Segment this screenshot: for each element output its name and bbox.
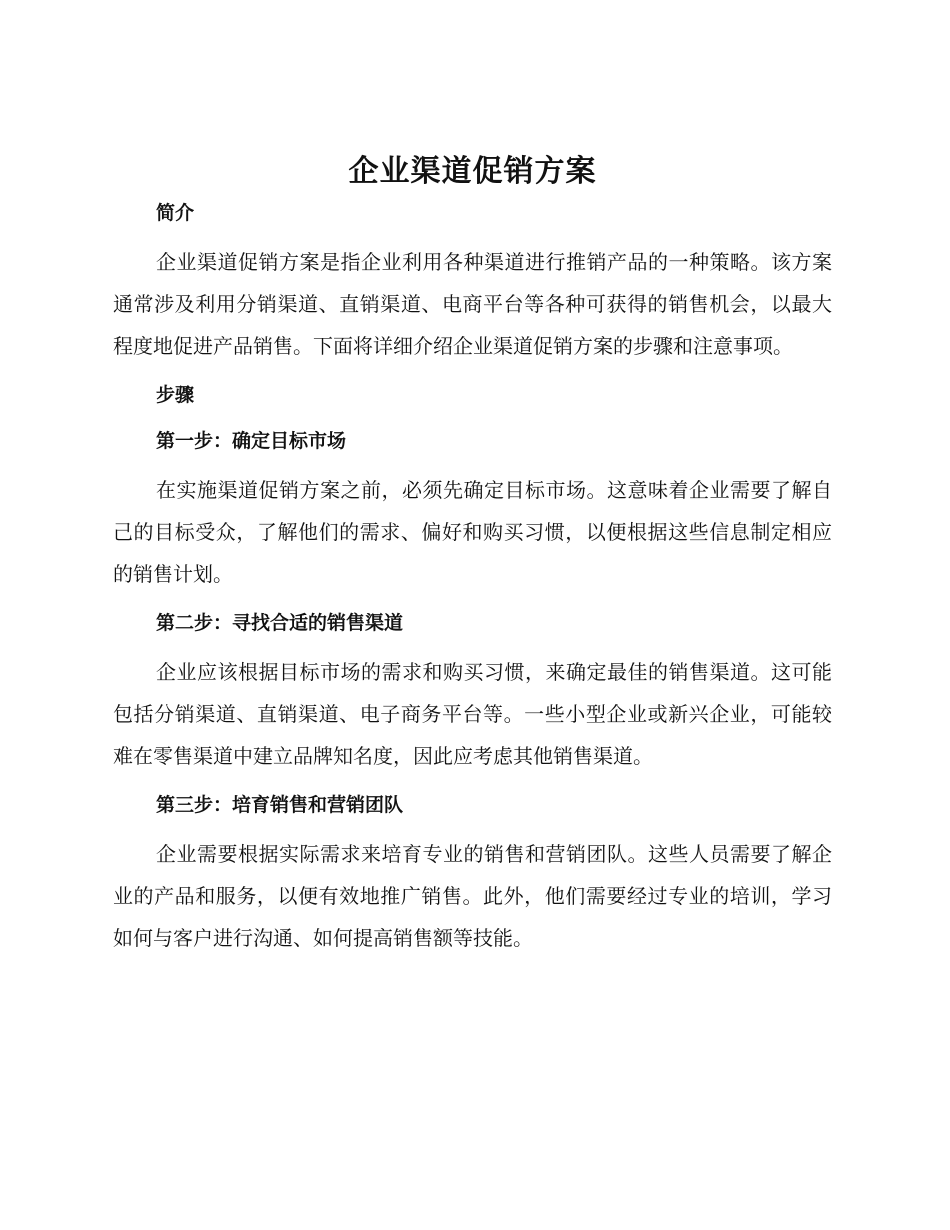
spacer [113,367,832,382]
steps-heading: 步骤 [156,384,195,406]
spacer [113,595,832,610]
step-3-heading: 第三步：培育销售和营销团队 [156,794,404,816]
step-2-paragraph: 企业应该根据目标市场的需求和购买习惯，来确定最佳的销售渠道。这可能包括分销渠道、直销渠道、电子商务平台等。一些小型企业或新兴企业，可能较难在零售渠道中建立品牌知名度，因此应考虑其他销售渠道。 [113,660,832,768]
intro-paragraph: 企业渠道促销方案是指企业利用各种渠道进行推销产品的一种策略。该方案通常涉及利用分销渠道、直销渠道、电商平台等各种可获得的销售机会，以最大程度地促进产品销售。下面将详细介绍企业渠道促销方案的步骤和注意事项。 [113,250,832,358]
step-1-paragraph: 在实施渠道促销方案之前，必须先确定目标市场。这意味着企业需要了解自己的目标受众，了解他们的需求、偏好和购买习惯，以便根据这些信息制定相应的销售计划。 [113,478,832,586]
spacer [113,226,832,241]
document-title: 企业渠道促销方案 [348,154,597,189]
spacer [113,818,832,833]
intro-heading: 简介 [156,202,195,224]
spacer [113,408,832,428]
step-1-heading: 第一步：确定目标市场 [156,430,347,452]
step-3-paragraph: 企业需要根据实际需求来培育专业的销售和营销团队。这些人员需要了解企业的产品和服务，以便有效地推广销售。此外，他们需要经过专业的培训，学习如何与客户进行沟通、如何提高销售额等技能。 [113,842,832,950]
step-2-heading: 第二步：寻找合适的销售渠道 [156,612,404,634]
spacer [113,454,832,469]
spacer [113,636,832,651]
spacer [113,777,832,792]
